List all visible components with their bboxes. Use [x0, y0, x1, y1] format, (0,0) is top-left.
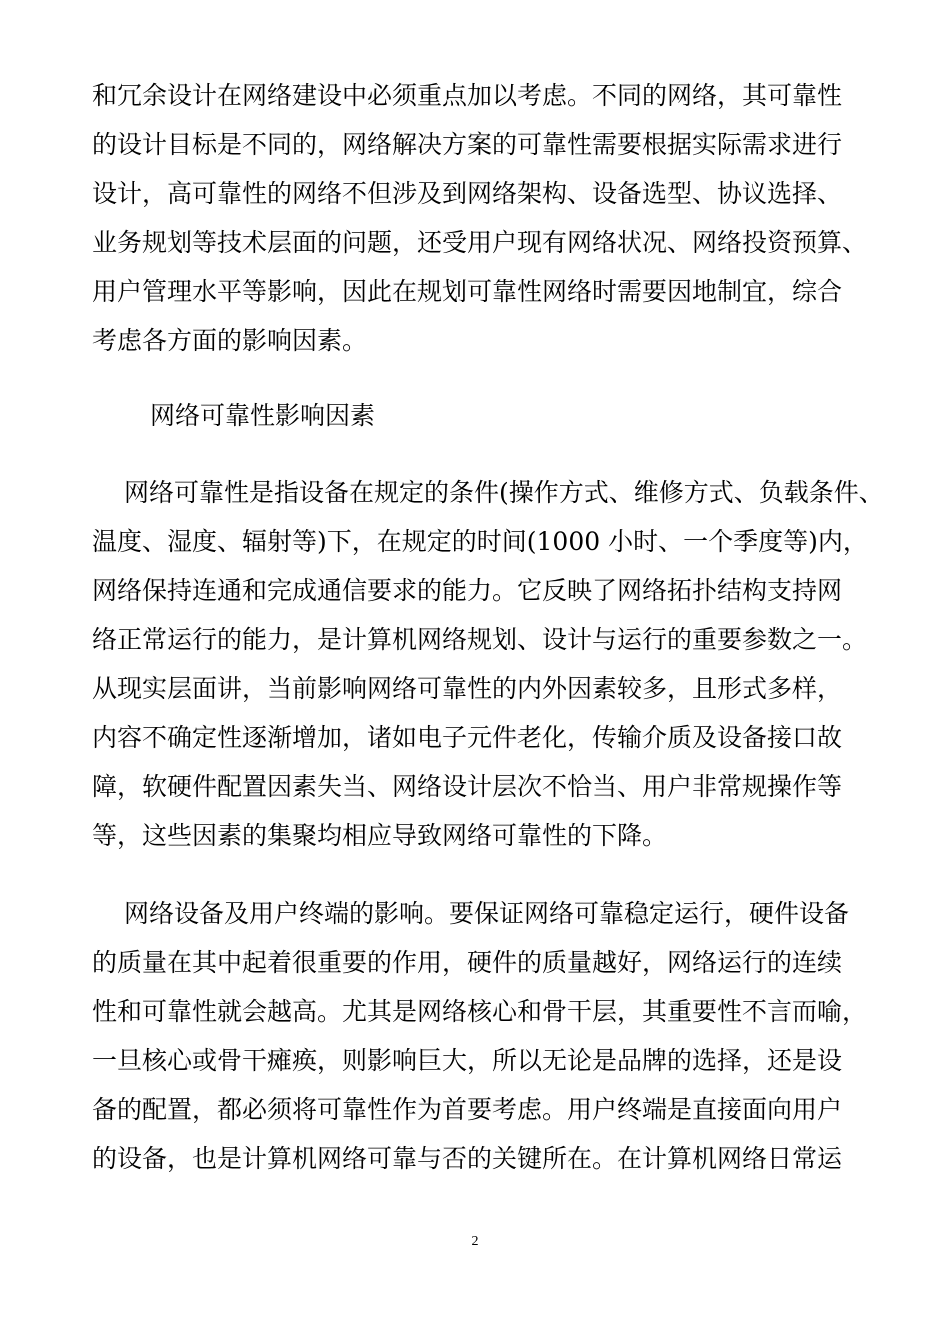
text-line: 从现实层面讲，当前影响网络可靠性的内外因素较多，且形式多样，	[92, 674, 843, 703]
text-line: 考虑各方面的影响因素。	[92, 326, 368, 355]
text-line: 网络保持连通和完成通信要求的能力。它反映了网络拓扑结构支持网	[92, 576, 843, 605]
text-line: 的设计目标是不同的，网络解决方案的可靠性需要根据实际需求进行	[92, 130, 843, 159]
text-line: 和冗余设计在网络建设中必须重点加以考虑。不同的网络，其可靠性	[92, 81, 843, 110]
text-line: 备的配置，都必须将可靠性作为首要考虑。用户终端是直接面向用户	[92, 1095, 843, 1124]
page-number: 2	[471, 1234, 479, 1249]
section-heading: 网络可靠性影响因素	[150, 401, 376, 430]
text-line: 业务规划等技术层面的问题，还受用户现有网络状况、网络投资预算、	[92, 228, 868, 257]
text-line: 用户管理水平等影响，因此在规划可靠性网络时需要因地制宜，综合	[92, 277, 843, 306]
text-line: 等，这些因素的集聚均相应导致网络可靠性的下降。	[92, 821, 668, 850]
text-line: 网络可靠性是指设备在规定的条件(操作方式、维修方式、负载条件、	[124, 478, 884, 507]
text-line: 的质量在其中起着很重要的作用，硬件的质量越好，网络运行的连续	[92, 948, 843, 977]
text-line: 障，软硬件配置因素失当、网络设计层次不恰当、用户非常规操作等	[92, 772, 843, 801]
text-line: 内容不确定性逐渐增加，诸如电子元件老化，传输介质及设备接口故	[92, 723, 843, 752]
text-line: 络正常运行的能力，是计算机网络规划、设计与运行的重要参数之一。	[92, 625, 868, 654]
text-line: 一旦核心或骨干瘫痪，则影响巨大，所以无论是品牌的选择，还是设	[92, 1046, 843, 1075]
text-line: 网络设备及用户终端的影响。要保证网络可靠稳定运行，硬件设备	[124, 899, 850, 928]
text-line: 性和可靠性就会越高。尤其是网络核心和骨干层，其重要性不言而喻，	[92, 997, 868, 1026]
text-line: 的设备，也是计算机网络可靠与否的关键所在。在计算机网络日常运	[92, 1144, 843, 1173]
text-line: 设计，高可靠性的网络不但涉及到网络架构、设备选型、协议选择、	[92, 179, 843, 208]
text-line: 温度、湿度、辐射等)下，在规定的时间(1000 小时、一个季度等)内，	[92, 527, 868, 556]
